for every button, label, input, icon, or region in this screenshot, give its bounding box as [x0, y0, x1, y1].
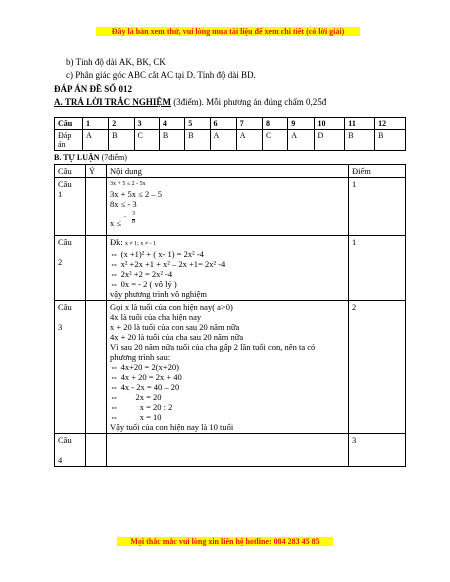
q1-line: 3x + 5x ≤ 2 – 5: [110, 189, 162, 199]
q2-line: Đk: x ≠ 1; x ≠ - 1: [110, 237, 157, 247]
mc-answer-cell: A: [236, 130, 262, 151]
mc-answer-cell: D: [314, 130, 345, 151]
essay-row-q3: [55, 301, 406, 434]
mc-header-cell: 11: [345, 118, 375, 130]
q2-line: ⇔ 2x² +2 = 2x² -4: [110, 269, 173, 279]
q3-line: ⇔ 4x+20 = 2(x+20): [110, 362, 179, 372]
q3-number: Câu 3: [55, 301, 86, 434]
mc-answer-row: [55, 130, 406, 151]
q3-line: ⇔ 4x + 20 = 2x + 40: [110, 372, 182, 382]
mc-answer-cell: C: [134, 130, 159, 151]
q1-part: [86, 178, 107, 236]
q1-score: 1: [349, 178, 406, 236]
mc-header-cell: 12: [375, 118, 406, 130]
q2-line: ⇔ 0x = - 2 ( vô lý ): [110, 279, 177, 289]
answer-title: ĐÁP ÁN ĐỀ SỐ 012: [54, 84, 133, 94]
mc-answer-cell: B: [345, 130, 375, 151]
q3-line: ⇔ 2x = 20: [110, 392, 162, 402]
q2-content: [107, 236, 349, 301]
q2-number: Câu 2: [55, 236, 86, 301]
mc-answer-cell: B: [159, 130, 184, 151]
section-a-label: A. TRẢ LỜI TRẮC NGHIỆM: [54, 97, 171, 107]
q3-score: 2: [349, 301, 406, 434]
q1-number: Câu 1: [55, 178, 86, 236]
section-b-heading: [54, 152, 127, 163]
q3-line: 4x + 20 là tuổi của cha sau 20 năm nữa: [110, 332, 244, 342]
q3-line: Vì sau 20 năm nữa tuổi của cha gấp 2 lần tuổi con, nên ta có: [110, 342, 316, 352]
mc-answer-cell: C: [262, 130, 287, 151]
section-b-note: (7điểm): [99, 153, 127, 162]
mc-header-cell: 6: [210, 118, 236, 130]
mc-header-cell: 9: [288, 118, 314, 130]
essay-row-q2: [55, 236, 406, 301]
mc-answer-cell: A: [83, 130, 109, 151]
mc-header-cell: 2: [109, 118, 134, 130]
mc-header-row: [55, 118, 406, 130]
mc-header-cell: 10: [314, 118, 345, 130]
q4-number: Câu 4: [55, 434, 86, 467]
q3-line: Vậy tuổi của con hiện nay là 10 tuổi: [110, 422, 234, 432]
q2-score: 1: [349, 236, 406, 301]
essay-row-q4: [55, 434, 406, 467]
q3-part: [86, 301, 107, 434]
q3-line: 4x là tuổi của cha hiện nay: [110, 312, 202, 322]
mc-header-cell: 8: [262, 118, 287, 130]
mc-header-cell: Câu: [55, 118, 83, 130]
essay-row-q1: [55, 178, 406, 236]
q2-part: [86, 236, 107, 301]
mc-header-cell: 3: [134, 118, 159, 130]
section-a-heading: [54, 97, 326, 108]
mc-answer-cell: B: [109, 130, 134, 151]
mc-row-label: Đáp án: [55, 130, 83, 151]
header-y: Ý: [86, 165, 107, 178]
question-b: b) Tính độ dài AK, BK, CK: [66, 57, 166, 67]
preview-banner: Đây là bản xem thử, vui lòng mua tài liệu để xem chi tiết (có lời giải): [96, 27, 360, 36]
q2-line: vậy phương trình vô nghiệm: [110, 289, 207, 299]
q1-line: 3x + 5 ≤ 2 - 5x: [110, 181, 146, 187]
mc-header-cell: 7: [236, 118, 262, 130]
hotline-banner: Mọi thắc mắc vui lòng xin liên hệ hotline: 084 283 45 85: [117, 537, 333, 546]
header-cau: Câu: [55, 165, 86, 178]
q4-content: [107, 434, 349, 467]
header-score: Điểm: [349, 165, 406, 178]
section-b-label: B. TỰ LUẬN: [54, 153, 100, 162]
question-c: c) Phân giác góc ABC cắt AC tại D. Tính độ dài BD.: [66, 70, 256, 80]
mc-answer-table: [54, 117, 406, 151]
q3-line: phương trình sau:: [110, 352, 171, 362]
q3-line: Gọi x là tuổi của con hiện nay( a>0): [110, 302, 233, 312]
section-a-note: (3điểm). Mỗi phương án đúng chấm 0,25đ: [170, 97, 327, 107]
q3-content: [107, 301, 349, 434]
q1-line: 8x ≤ - 3: [110, 199, 137, 209]
q1-line: x ≤ - 3 8: [110, 211, 135, 228]
q3-line: ⇔ x = 20 : 2: [110, 402, 173, 412]
q2-line: ⇔ x² +2x +1 + x² – 2x +1= 2x² -4: [110, 259, 226, 269]
q3-line: x + 20 là tuổi của con sau 20 năm nữa: [110, 322, 240, 332]
mc-answer-cell: A: [210, 130, 236, 151]
q3-line: ⇔ x = 10: [110, 412, 162, 422]
mc-header-cell: 4: [159, 118, 184, 130]
mc-answer-cell: A: [288, 130, 314, 151]
mc-header-cell: 5: [185, 118, 210, 130]
q2-line: ⇔ (x +1)² + ( x- 1) = 2x² -4: [110, 249, 204, 259]
q3-line: ⇔ 4x - 2x = 40 – 20: [110, 382, 180, 392]
header-content: Nội dung: [107, 165, 349, 178]
mc-header-cell: 1: [83, 118, 109, 130]
q1-content: [107, 178, 349, 236]
mc-answer-cell: B: [375, 130, 406, 151]
mc-answer-cell: B: [185, 130, 210, 151]
essay-header-row: [55, 165, 406, 178]
q4-score: 3: [349, 434, 406, 467]
q4-part: [86, 434, 107, 467]
essay-table: [54, 164, 406, 467]
